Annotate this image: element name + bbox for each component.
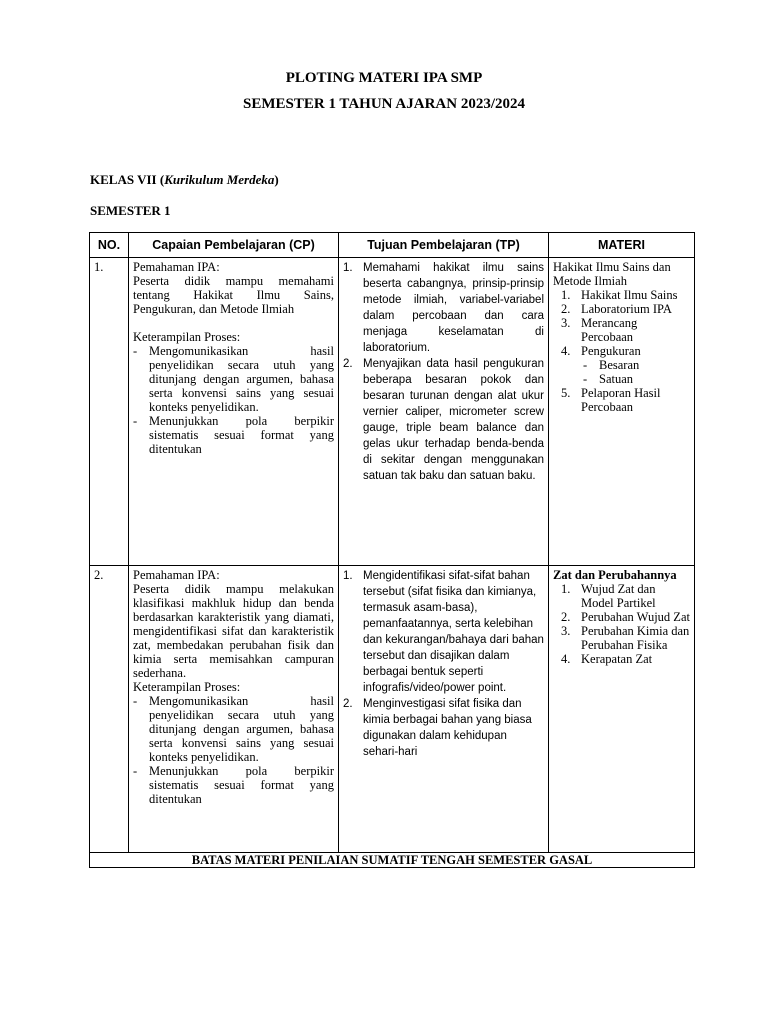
header-no: NO. <box>90 233 129 258</box>
cp-keterampilan-label: Keterampilan Proses: <box>133 680 241 694</box>
header-tp: Tujuan Pembelajaran (TP) <box>339 233 549 258</box>
table-footer-row <box>90 853 695 868</box>
semester-heading: SEMESTER 1 <box>90 203 171 218</box>
document-subtitle: SEMESTER 1 TAHUN AJARAN 2023/2024 <box>243 96 525 112</box>
cp-pemahaman-text: Peserta didik mampu melakukan klasifikasi makhluk hidup dan benda berdasarkan karakteristik yang diamati, mengidentifikasi sifat dan karakteristik zat, membedakan perubahan fisik dan kimia serta memisahkan campuran sederhana. <box>133 582 334 680</box>
list-item: 4. Pengukuran <box>561 344 641 358</box>
cp-pemahaman-label: Pemahaman IPA: <box>133 568 220 582</box>
materi-cell <box>549 258 695 566</box>
list-item: - Satuan <box>583 372 634 386</box>
materi-cell <box>549 566 695 853</box>
list-item: 1. Wujud Zat dan Model Partikel <box>561 582 656 610</box>
table-row <box>90 258 695 566</box>
kelas-curriculum: Kurikulum Merdeka <box>164 172 275 187</box>
tp-cell <box>339 258 549 566</box>
row-number: 1. <box>90 258 129 566</box>
kelas-prefix: KELAS VII ( <box>90 172 165 187</box>
tp-cell <box>339 566 549 853</box>
kelas-heading <box>90 172 279 188</box>
materi-table <box>89 232 695 868</box>
list-item: 2. Menyajikan data hasil pengukuran beberapa besaran pokok dan besaran turunan dengan alat ukur vernier caliper, micrometer screw gauge, triple beam balance dan gelas ukur terhadap benda-benda di sekitar dengan menggunakan satuan tak baku dan satuan baku. <box>343 358 544 482</box>
table-header-row <box>90 233 695 258</box>
footer-text: BATAS MATERI PENILAIAN SUMATIF TENGAH SEMESTER GASAL <box>90 853 695 868</box>
list-item: - Menunjukkan pola berpikir sistematis sesuai format yang ditentukan <box>133 764 334 806</box>
list-item: 3. Perubahan Kimia dan Perubahan Fisika <box>561 624 690 652</box>
list-item: 3. Merancang Percobaan <box>561 316 638 344</box>
header-materi: MATERI <box>549 233 695 258</box>
document-title: PLOTING MATERI IPA SMP <box>285 70 483 86</box>
list-item: 1. Mengidentifikasi sifat-sifat bahan tersebut (sifat fisika dan kimianya, termasuk asam-basa), pemanfaatannya, serta kelebihan dan kekurangan/bahaya dari bahan tersebut dan disajikan dalam berbagai bentuk seperti infografis/video/power point. <box>343 570 544 694</box>
cp-keterampilan-label: Keterampilan Proses: <box>133 330 241 344</box>
list-item: 5. Pelaporan Hasil Percobaan <box>561 386 661 414</box>
row-number: 2. <box>90 566 129 853</box>
list-item: - Mengomunikasikan hasil penyelidikan secara utuh yang ditunjang dengan argumen, bahasa serta konvensi sains yang sesuai konteks penyelidikan. <box>133 344 334 414</box>
cp-cell <box>129 566 339 853</box>
cp-pemahaman-label: Pemahaman IPA: <box>133 260 220 274</box>
cp-cell <box>129 258 339 566</box>
cp-pemahaman-text: Peserta didik mampu memahami tentang Hakikat Ilmu Sains, Pengukuran, dan Metode Ilmiah <box>133 274 334 316</box>
materi-heading: Zat dan Perubahannya <box>553 568 677 582</box>
materi-heading: Hakikat Ilmu Sains dan Metode Ilmiah <box>553 260 671 288</box>
list-item: 2. Perubahan Wujud Zat <box>561 610 690 624</box>
list-item: 1. Hakikat Ilmu Sains <box>561 288 678 302</box>
table-row <box>90 566 695 853</box>
list-item: 4. Kerapatan Zat <box>561 652 653 666</box>
list-item: - Menunjukkan pola berpikir sistematis sesuai format yang ditentukan <box>133 414 334 456</box>
list-item: 1. Memahami hakikat ilmu sains beserta cabangnya, prinsip-prinsip metode ilmiah, variabel-variabel dalam percobaan dan cara menjaga keselamatan di laboratorium. <box>343 262 544 354</box>
list-item: - Mengomunikasikan hasil penyelidikan secara utuh yang ditunjang dengan argumen, bahasa serta konvensi sains yang sesuai konteks penyelidikan. <box>133 694 334 764</box>
list-item: - Besaran <box>583 358 640 372</box>
list-item: 2. Laboratorium IPA <box>561 302 672 316</box>
kelas-suffix: ) <box>274 172 279 187</box>
header-cp: Capaian Pembelajaran (CP) <box>129 233 339 258</box>
list-item: 2. Menginvestigasi sifat fisika dan kimia berbagai bahan yang biasa digunakan dalam kehidupan sehari-hari <box>343 698 532 758</box>
